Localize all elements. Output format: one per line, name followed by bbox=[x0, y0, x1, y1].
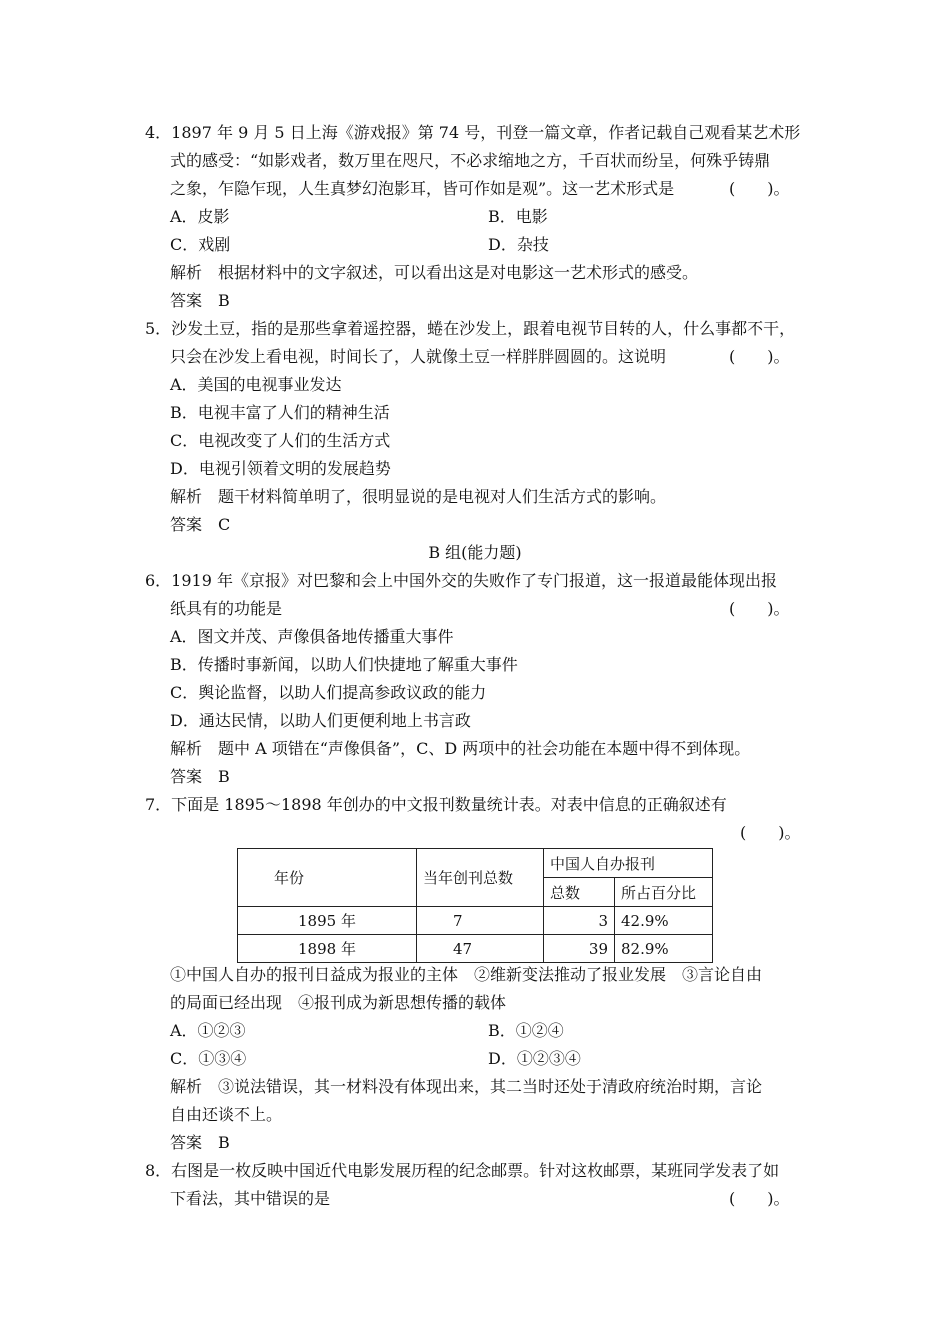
q4-stem-line-1: 4．1897 年 9 月 5 日上海《游戏报》第 74 号，刊登一篇文章，作者记载自己观看某艺术形 bbox=[145, 123, 801, 142]
section-b-heading: B 组(能力题) bbox=[428, 543, 522, 562]
header-chinese-run: 中国人自办报刊 bbox=[544, 849, 713, 878]
q6-option-a: A．图文并茂、声像俱备地传播重大事件 bbox=[170, 627, 454, 646]
table-row bbox=[238, 907, 713, 935]
q7-analysis-line-2: 自由还谈不上。 bbox=[170, 1105, 283, 1124]
q7-option-d: D．①②③④ bbox=[488, 1049, 581, 1068]
header-year: 年份 bbox=[238, 849, 417, 907]
q4-option-d: D．杂技 bbox=[488, 235, 549, 254]
table-header-row bbox=[238, 849, 713, 878]
header-total: 当年创刊总数 bbox=[417, 849, 544, 907]
q5-answer: 答案 C bbox=[170, 515, 231, 534]
q6-stem-line-1: 6．1919 年《京报》对巴黎和会上中国外交的失败作了专门报道，这一报道最能体现出报 bbox=[145, 571, 777, 590]
q4-answer-blank: ( )。 bbox=[729, 179, 790, 198]
q7-statements-line-2: 的局面已经出现 ④报刊成为新思想传播的载体 bbox=[170, 993, 507, 1012]
q7-option-a: A．①②③ bbox=[170, 1021, 246, 1040]
q7-option-b: B．①②④ bbox=[488, 1021, 564, 1040]
q6-option-b: B．传播时事新闻，以助人们快捷地了解重大事件 bbox=[170, 655, 518, 674]
q6-stem-line-2: 纸具有的功能是 bbox=[170, 599, 283, 618]
q4-stem-line-2: 式的感受：“如影戏者，数万里在咫尺，不必求缩地之方，千百状而纷呈，何殊乎铸鼎 bbox=[170, 151, 771, 170]
cell-pct: 42.9% bbox=[615, 907, 713, 935]
q5-analysis: 解析 题干材料简单明了，很明显说的是电视对人们生活方式的影响。 bbox=[170, 487, 667, 506]
q6-option-d: D．通达民情，以助人们更便利地上书言政 bbox=[170, 711, 471, 730]
q4-option-c: C．戏剧 bbox=[170, 235, 231, 254]
cell-pct: 82.9% bbox=[615, 935, 713, 963]
q7-answer-blank: ( )。 bbox=[740, 823, 801, 842]
q5-option-c: C．电视改变了人们的生活方式 bbox=[170, 431, 391, 450]
q6-answer-blank: ( )。 bbox=[729, 599, 790, 618]
q7-stem-line-1: 7．下面是 1895～1898 年创办的中文报刊数量统计表。对表中信息的正确叙述有 bbox=[145, 795, 727, 814]
q8-stem-line-1: 8．右图是一枚反映中国近代电影发展历程的纪念邮票。针对这枚邮票，某班同学发表了如 bbox=[145, 1161, 780, 1180]
q7-answer: 答案 B bbox=[170, 1133, 230, 1152]
q4-option-b: B．电影 bbox=[488, 207, 548, 226]
q5-option-b: B．电视丰富了人们的精神生活 bbox=[170, 403, 390, 422]
table-row bbox=[238, 935, 713, 963]
cell-chinese-total: 3 bbox=[544, 907, 615, 935]
q6-analysis: 解析 题中 A 项错在“声像俱备”，C、D 两项中的社会功能在本题中得不到体现。 bbox=[170, 739, 751, 758]
q5-option-a: A．美国的电视事业发达 bbox=[170, 375, 342, 394]
header-sub-total: 总数 bbox=[544, 878, 615, 907]
q7-statements-line-1: ①中国人自办的报刊日益成为报业的主体 ②维新变法推动了报业发展 ③言论自由 bbox=[170, 965, 763, 984]
newspaper-stats-table bbox=[237, 848, 713, 963]
q7-analysis-line-1: 解析 ③说法错误，其一材料没有体现出来，其二当时还处于清政府统治时期，言论 bbox=[170, 1077, 763, 1096]
header-sub-pct: 所占百分比 bbox=[615, 878, 713, 907]
cell-year: 1895 年 bbox=[238, 907, 417, 935]
q8-stem-line-2: 下看法，其中错误的是 bbox=[170, 1189, 331, 1208]
q5-stem-line-1: 5．沙发土豆，指的是那些拿着遥控器，蜷在沙发上，跟着电视节目转的人，什么事都不干， bbox=[145, 319, 796, 338]
cell-total: 47 bbox=[417, 935, 544, 963]
cell-year: 1898 年 bbox=[238, 935, 417, 963]
q8-answer-blank: ( )。 bbox=[729, 1189, 790, 1208]
q4-option-a: A．皮影 bbox=[170, 207, 230, 226]
q4-analysis: 解析 根据材料中的文字叙述，可以看出这是对电影这一艺术形式的感受。 bbox=[170, 263, 699, 282]
q5-answer-blank: ( )。 bbox=[729, 347, 790, 366]
q6-option-c: C．舆论监督，以助人们提高参政议政的能力 bbox=[170, 683, 487, 702]
q5-stem-line-2: 只会在沙发上看电视，时间长了，人就像土豆一样胖胖圆圆的。这说明 bbox=[170, 347, 667, 366]
cell-chinese-total: 39 bbox=[544, 935, 615, 963]
cell-total: 7 bbox=[417, 907, 544, 935]
q7-option-c: C．①③④ bbox=[170, 1049, 247, 1068]
q4-stem-line-3: 之象，乍隐乍现，人生真梦幻泡影耳，皆可作如是观”。这一艺术形式是 bbox=[170, 179, 675, 198]
q6-answer: 答案 B bbox=[170, 767, 230, 786]
q4-answer: 答案 B bbox=[170, 291, 230, 310]
q5-option-d: D．电视引领着文明的发展趋势 bbox=[170, 459, 391, 478]
